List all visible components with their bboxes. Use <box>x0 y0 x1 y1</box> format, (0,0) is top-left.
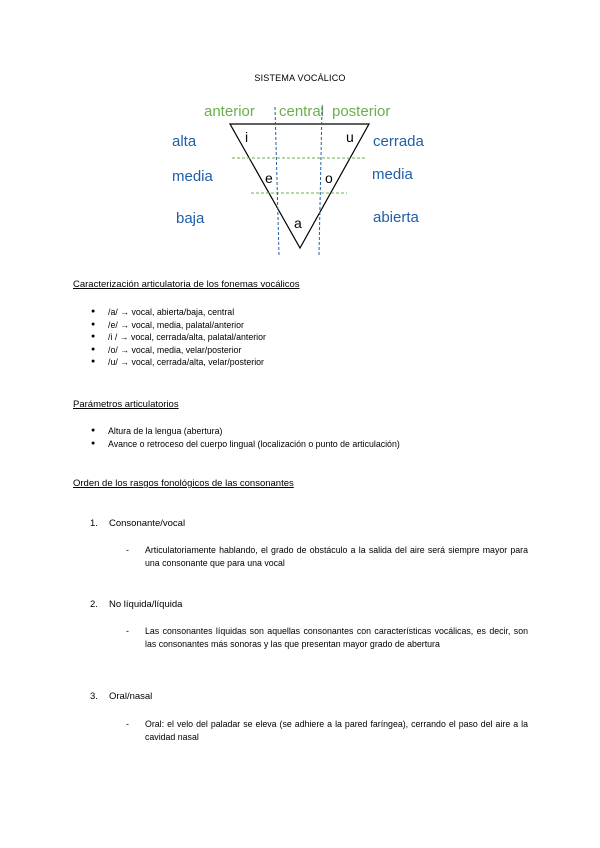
item-detail-text: Articulatoriamente hablando, el grado de obstáculo a la salida del aire será siempre mayor para una consonante que para una vocal <box>145 545 528 568</box>
section-heading-parametros: Parámetros articulatorios <box>73 399 179 410</box>
item-detail-2 <box>126 625 528 651</box>
section-heading-vocalicos: Caracterización articulatoria de los fonemas vocálicos <box>73 279 300 290</box>
item-number: 2. <box>90 599 98 610</box>
left-label-baja: baja <box>176 210 205 227</box>
vowel-triangle-diagram <box>0 95 600 265</box>
item-number: 1. <box>90 518 98 529</box>
item-detail-1 <box>126 544 528 570</box>
column-divider-left <box>275 107 279 255</box>
dash-marker: - <box>126 626 129 636</box>
list-item: ● Avance o retroceso del cuerpo lingual (localización o punto de articulación) <box>91 438 400 451</box>
left-label-media: media <box>172 168 213 185</box>
section-heading-consonantes: Orden de los rasgos fonológicos de las consonantes <box>73 478 294 489</box>
numbered-item-1 <box>90 518 185 529</box>
vowel-u: u <box>346 129 354 145</box>
right-label-media: media <box>372 166 413 183</box>
vowel-i: i <box>245 129 249 145</box>
vowel-o: o <box>325 170 333 186</box>
list-item: ● /a/ → vocal, abierta/baja, central <box>91 306 266 319</box>
item-number: 3. <box>90 691 98 702</box>
vowel-a: a <box>294 215 302 231</box>
list-item: ● /i / → vocal, cerrada/alta, palatal/anterior <box>91 331 266 344</box>
dash-marker: - <box>126 545 129 555</box>
parameters-list <box>91 425 400 450</box>
vowel-e: e <box>265 170 273 186</box>
column-label-posterior: posterior <box>332 103 391 120</box>
column-divider-right <box>319 107 322 255</box>
left-label-alta: alta <box>172 133 197 150</box>
item-label: Oral/nasal <box>109 691 153 702</box>
numbered-item-2 <box>90 599 182 610</box>
item-detail-3 <box>126 718 528 744</box>
page-title: SISTEMA VOCÁLICO <box>254 73 346 83</box>
right-label-cerrada: cerrada <box>373 133 424 150</box>
numbered-item-3 <box>90 691 152 702</box>
vowel-features-list <box>91 306 266 369</box>
dash-marker: - <box>126 719 129 729</box>
item-label: No líquida/líquida <box>109 599 183 610</box>
item-detail-text: Oral: el velo del paladar se eleva (se adhiere a la pared faríngea), cerrando el paso del aire a la cavidad nasal <box>145 719 528 742</box>
column-label-central: central <box>279 103 325 120</box>
column-label-anterior: anterior <box>204 103 255 120</box>
list-item: ● /e/ → vocal, media, palatal/anterior <box>91 319 266 332</box>
item-detail-text: Las consonantes líquidas son aquellas consonantes con características vocálicas, es decir, son las consonantes más sonoras y las que presentan mayor grado de abertura <box>145 626 528 649</box>
list-item: ● /o/ → vocal, media, velar/posterior <box>91 344 266 357</box>
list-item: ● /u/ → vocal, cerrada/alta, velar/posterior <box>91 356 266 369</box>
right-label-abierta: abierta <box>373 209 419 226</box>
list-item: ● Altura de la lengua (abertura) <box>91 425 400 438</box>
item-label: Consonante/vocal <box>109 518 186 529</box>
